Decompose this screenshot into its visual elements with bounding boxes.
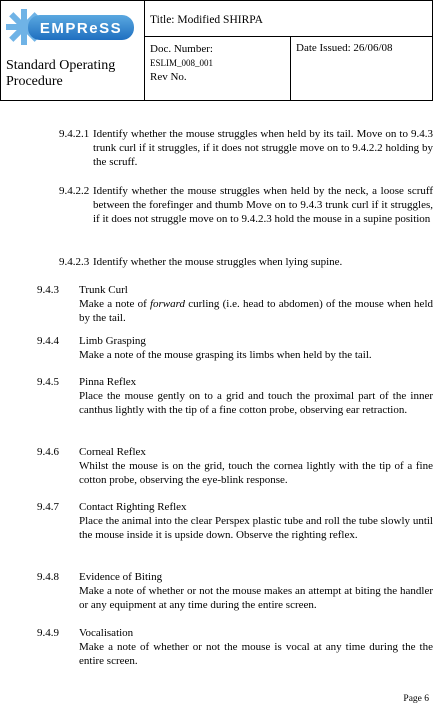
subsection-item [59,255,433,269]
sop-label: Standard Operating Procedure [6,58,116,89]
subsection-text: Identify whether the mouse struggles when held by the neck, a loose scruff between the forefinger and thumb Move on to 9.4.3 trunk curl if it struggles, if it does not struggle move on to 9.4.2.3 hold the mouse in a supine position [93,185,433,225]
section-item [37,626,433,668]
subsection-number: 9.4.2.2 [59,185,90,197]
section-number: 9.4.3 [37,284,59,296]
section-heading: Contact Righting Reflex [79,501,187,513]
section-item [37,500,433,542]
doc-number-label: Doc. Number: [150,43,213,55]
subsection-number: 9.4.2.1 [59,128,90,140]
section-text: Whilst the mouse is on the grid, touch the cornea lightly with the tip of a fine cotton probe, observing the eye-blink response. [79,460,433,486]
emphasis-text: forward [149,298,186,310]
section-number: 9.4.6 [37,446,59,458]
section-number: 9.4.4 [37,335,59,347]
logo-text: EMPReSS [39,20,123,37]
section-text: Make a note of forward curling (i.e. head to abdomen) of the mouse when held by the tail. [79,298,433,324]
section-heading: Pinna Reflex [79,376,137,388]
subsection-text: Identify whether the mouse struggles when held by its tail. Move on to 9.4.3 trunk curl if it struggles, if it does not struggle move on to 9.4.2.2 holding by the scruff. [93,128,433,168]
section-number: 9.4.8 [37,571,59,583]
section-item [37,375,433,417]
section-item [37,334,433,362]
subsection-item [59,127,433,169]
doc-number: ESLIM_008_001 [150,58,213,68]
section-text: Place the animal into the clear Perspex plastic tube and roll the tube slowly until the mouse inside it is upside down. Observe the righting reflex. [79,515,433,541]
section-item [37,283,433,325]
section-text: Make a note of whether or not the mouse is vocal at any time during the the entire screen. [79,641,433,667]
section-number: 9.4.9 [37,627,59,639]
section-heading: Vocalisation [79,627,134,639]
document-title: Title: Modified SHIRPA [150,14,263,26]
header-divider [290,36,291,100]
doc-number-cell [150,42,213,84]
subsection-text: Identify whether the mouse struggles when lying supine. [93,256,343,268]
section-text: Make a note of whether or not the mouse makes an attempt at biting the handler or any equipment at any time during the entire screen. [79,585,433,611]
section-item [37,570,433,612]
section-heading: Corneal Reflex [79,446,146,458]
rev-label: Rev No. [150,71,187,83]
section-number: 9.4.7 [37,501,59,513]
section-heading: Trunk Curl [79,284,128,296]
section-heading: Limb Grasping [79,335,146,347]
subsection-number: 9.4.2.3 [59,256,90,268]
empress-logo [6,6,139,48]
section-heading: Evidence of Biting [79,571,163,583]
subsection-item [59,184,433,226]
section-text: Place the mouse gently on to a grid and touch the proximal part of the inner canthus lightly with the tip of a fine cotton probe, observing ear retraction. [79,390,433,416]
section-text: Make a note of the mouse grasping its limbs when held by the tail. [79,349,372,361]
section-number: 9.4.5 [37,376,59,388]
page-number: Page 6 [403,694,429,704]
section-item [37,445,433,487]
header-divider [144,1,145,100]
date-issued: Date Issued: 26/06/08 [296,42,393,54]
header-divider [144,36,432,37]
document-header [0,0,433,101]
